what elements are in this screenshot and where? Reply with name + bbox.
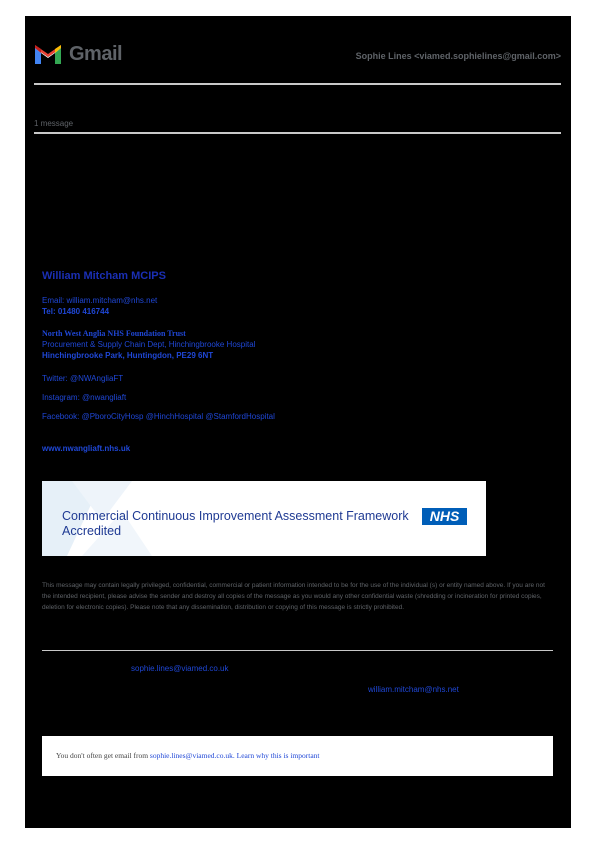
thread-divider xyxy=(34,132,561,134)
message-count: 1 message xyxy=(34,119,74,128)
sophie-email-link[interactable]: sophie.lines@viamed.co.uk xyxy=(131,664,229,673)
signature-website-link[interactable]: www.nwangliaft.nhs.uk xyxy=(42,444,131,453)
signature-org: North West Anglia NHS Foundation Trust xyxy=(42,329,186,338)
signature-twitter[interactable]: Twitter: @NWAngliaFT xyxy=(42,374,124,383)
notice-text xyxy=(56,751,320,760)
banner-line-2: Accredited xyxy=(62,524,122,538)
signature-name: William Mitcham MCIPS xyxy=(42,270,166,282)
banner-line-1: Commercial Continuous Improvement Assessment Framework xyxy=(62,509,409,523)
legal-disclaimer: This message may contain legally privileged, confidential, commercial or patient information intended to be for the use of the individual (s) or entity named above. If you are not the intended recipient, please advise the sender and destroy all copies of the message as you would any other confidential waste (shredding or incineration for printed copies, deletion for electronic copies). Please note that any dissemination, distribution or copying of this message is strictly prohibited. xyxy=(42,582,545,611)
accreditation-banner xyxy=(42,481,486,556)
signature-facebook[interactable]: Facebook: @PboroCityHosp @HinchHospital @StamfordHospital xyxy=(42,412,275,421)
nhs-logo: NHS xyxy=(422,508,467,525)
signature-dept: Procurement & Supply Chain Dept, Hinchingbrooke Hospital xyxy=(42,340,256,349)
header-divider xyxy=(34,83,561,85)
signature-instagram[interactable]: Instagram: @nwangliaft xyxy=(42,393,127,402)
external-sender-notice xyxy=(42,736,553,776)
learn-why-link[interactable]: Learn why this is important xyxy=(236,751,320,760)
notice-email-link[interactable]: sophie.lines@viamed.co.uk. xyxy=(149,751,235,760)
footer-divider xyxy=(42,650,553,651)
gmail-wordmark: Gmail xyxy=(69,43,123,65)
email-page xyxy=(25,16,571,828)
notice-prefix: You don't often get email from xyxy=(56,751,150,760)
gmail-logo-icon xyxy=(33,42,63,64)
william-email-link[interactable]: william.mitcham@nhs.net xyxy=(368,685,459,694)
sender-address: Sophie Lines <viamed.sophielines@gmail.com> xyxy=(355,51,561,61)
signature-address: Hinchingbrooke Park, Huntingdon, PE29 6NT xyxy=(42,351,214,360)
signature-tel: Tel: 01480 416744 xyxy=(42,307,110,316)
signature-email[interactable]: Email: william.mitcham@nhs.net xyxy=(42,296,158,305)
banner-title xyxy=(62,509,409,539)
